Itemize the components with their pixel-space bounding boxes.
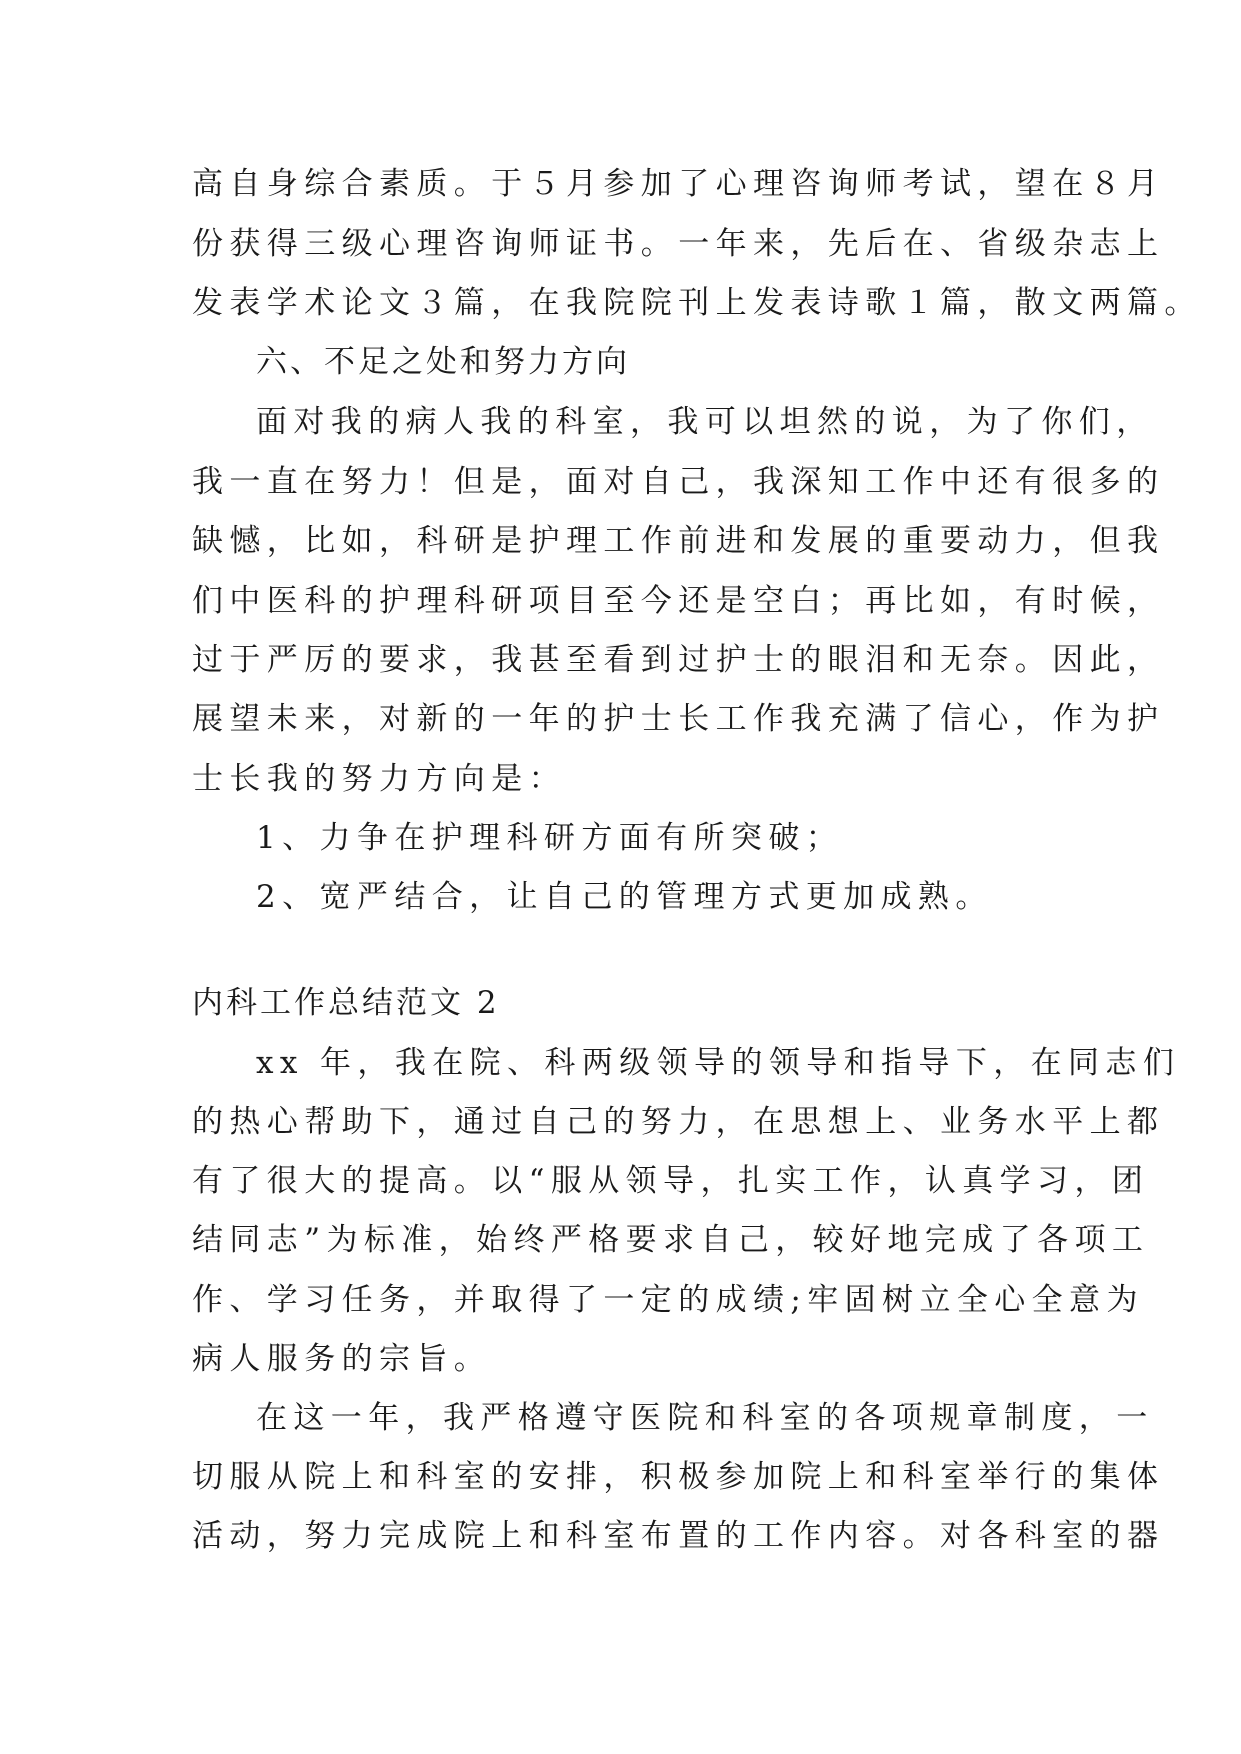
text-line: 作、学习任务，并取得了一定的成绩;牢固树立全心全意为	[192, 1282, 1144, 1318]
text-line: 份获得三级心理咨询师证书。一年来，先后在、省级杂志上	[192, 226, 1165, 262]
text-line: 面对我的病人我的科室，我可以坦然的说，为了你们，	[256, 404, 1154, 440]
text-line: 我一直在努力！但是，面对自己，我深知工作中还有很多的	[192, 464, 1165, 500]
text-line: 切服从院上和科室的安排，积极参加院上和科室举行的集体	[192, 1459, 1165, 1495]
text-line: 活动，努力完成院上和科室布置的工作内容。对各科室的器	[192, 1518, 1165, 1554]
text-line: 的热心帮助下，通过自己的努力，在思想上、业务水平上都	[192, 1104, 1165, 1140]
section-heading: 六、不足之处和努力方向	[256, 344, 630, 380]
text-line: 们中医科的护理科研项目至今还是空白；再比如，有时候，	[192, 583, 1165, 619]
article-title: 内科工作总结范文 2	[192, 985, 500, 1021]
text-line: xx 年，我在院、科两级领导的领导和指导下，在同志们	[256, 1045, 1181, 1081]
text-line: 缺憾，比如，科研是护理工作前进和发展的重要动力，但我	[192, 523, 1165, 559]
text-line: 病人服务的宗旨。	[192, 1341, 492, 1377]
list-item: 1、力争在护理科研方面有所突破；	[256, 820, 844, 856]
text-line: 过于严厉的要求，我甚至看到过护士的眼泪和无奈。因此，	[192, 642, 1165, 678]
text-line: 展望未来，对新的一年的护士长工作我充满了信心，作为护	[192, 701, 1165, 737]
text-line: 高自身综合素质。于５月参加了心理咨询师考试，望在８月	[192, 166, 1165, 202]
list-item: 2、宽严结合，让自己的管理方式更加成熟。	[256, 879, 993, 915]
text-line: 有了很大的提高。以“服从领导，扎实工作，认真学习，团	[192, 1163, 1150, 1199]
text-line: 结同志”为标准，始终严格要求自己，较好地完成了各项工	[192, 1222, 1150, 1258]
text-line: 在这一年，我严格遵守医院和科室的各项规章制度，一	[256, 1400, 1154, 1436]
text-line: 发表学术论文３篇，在我院院刊上发表诗歌１篇，散文两篇。	[192, 285, 1202, 321]
text-line: 士长我的努力方向是：	[192, 761, 566, 797]
